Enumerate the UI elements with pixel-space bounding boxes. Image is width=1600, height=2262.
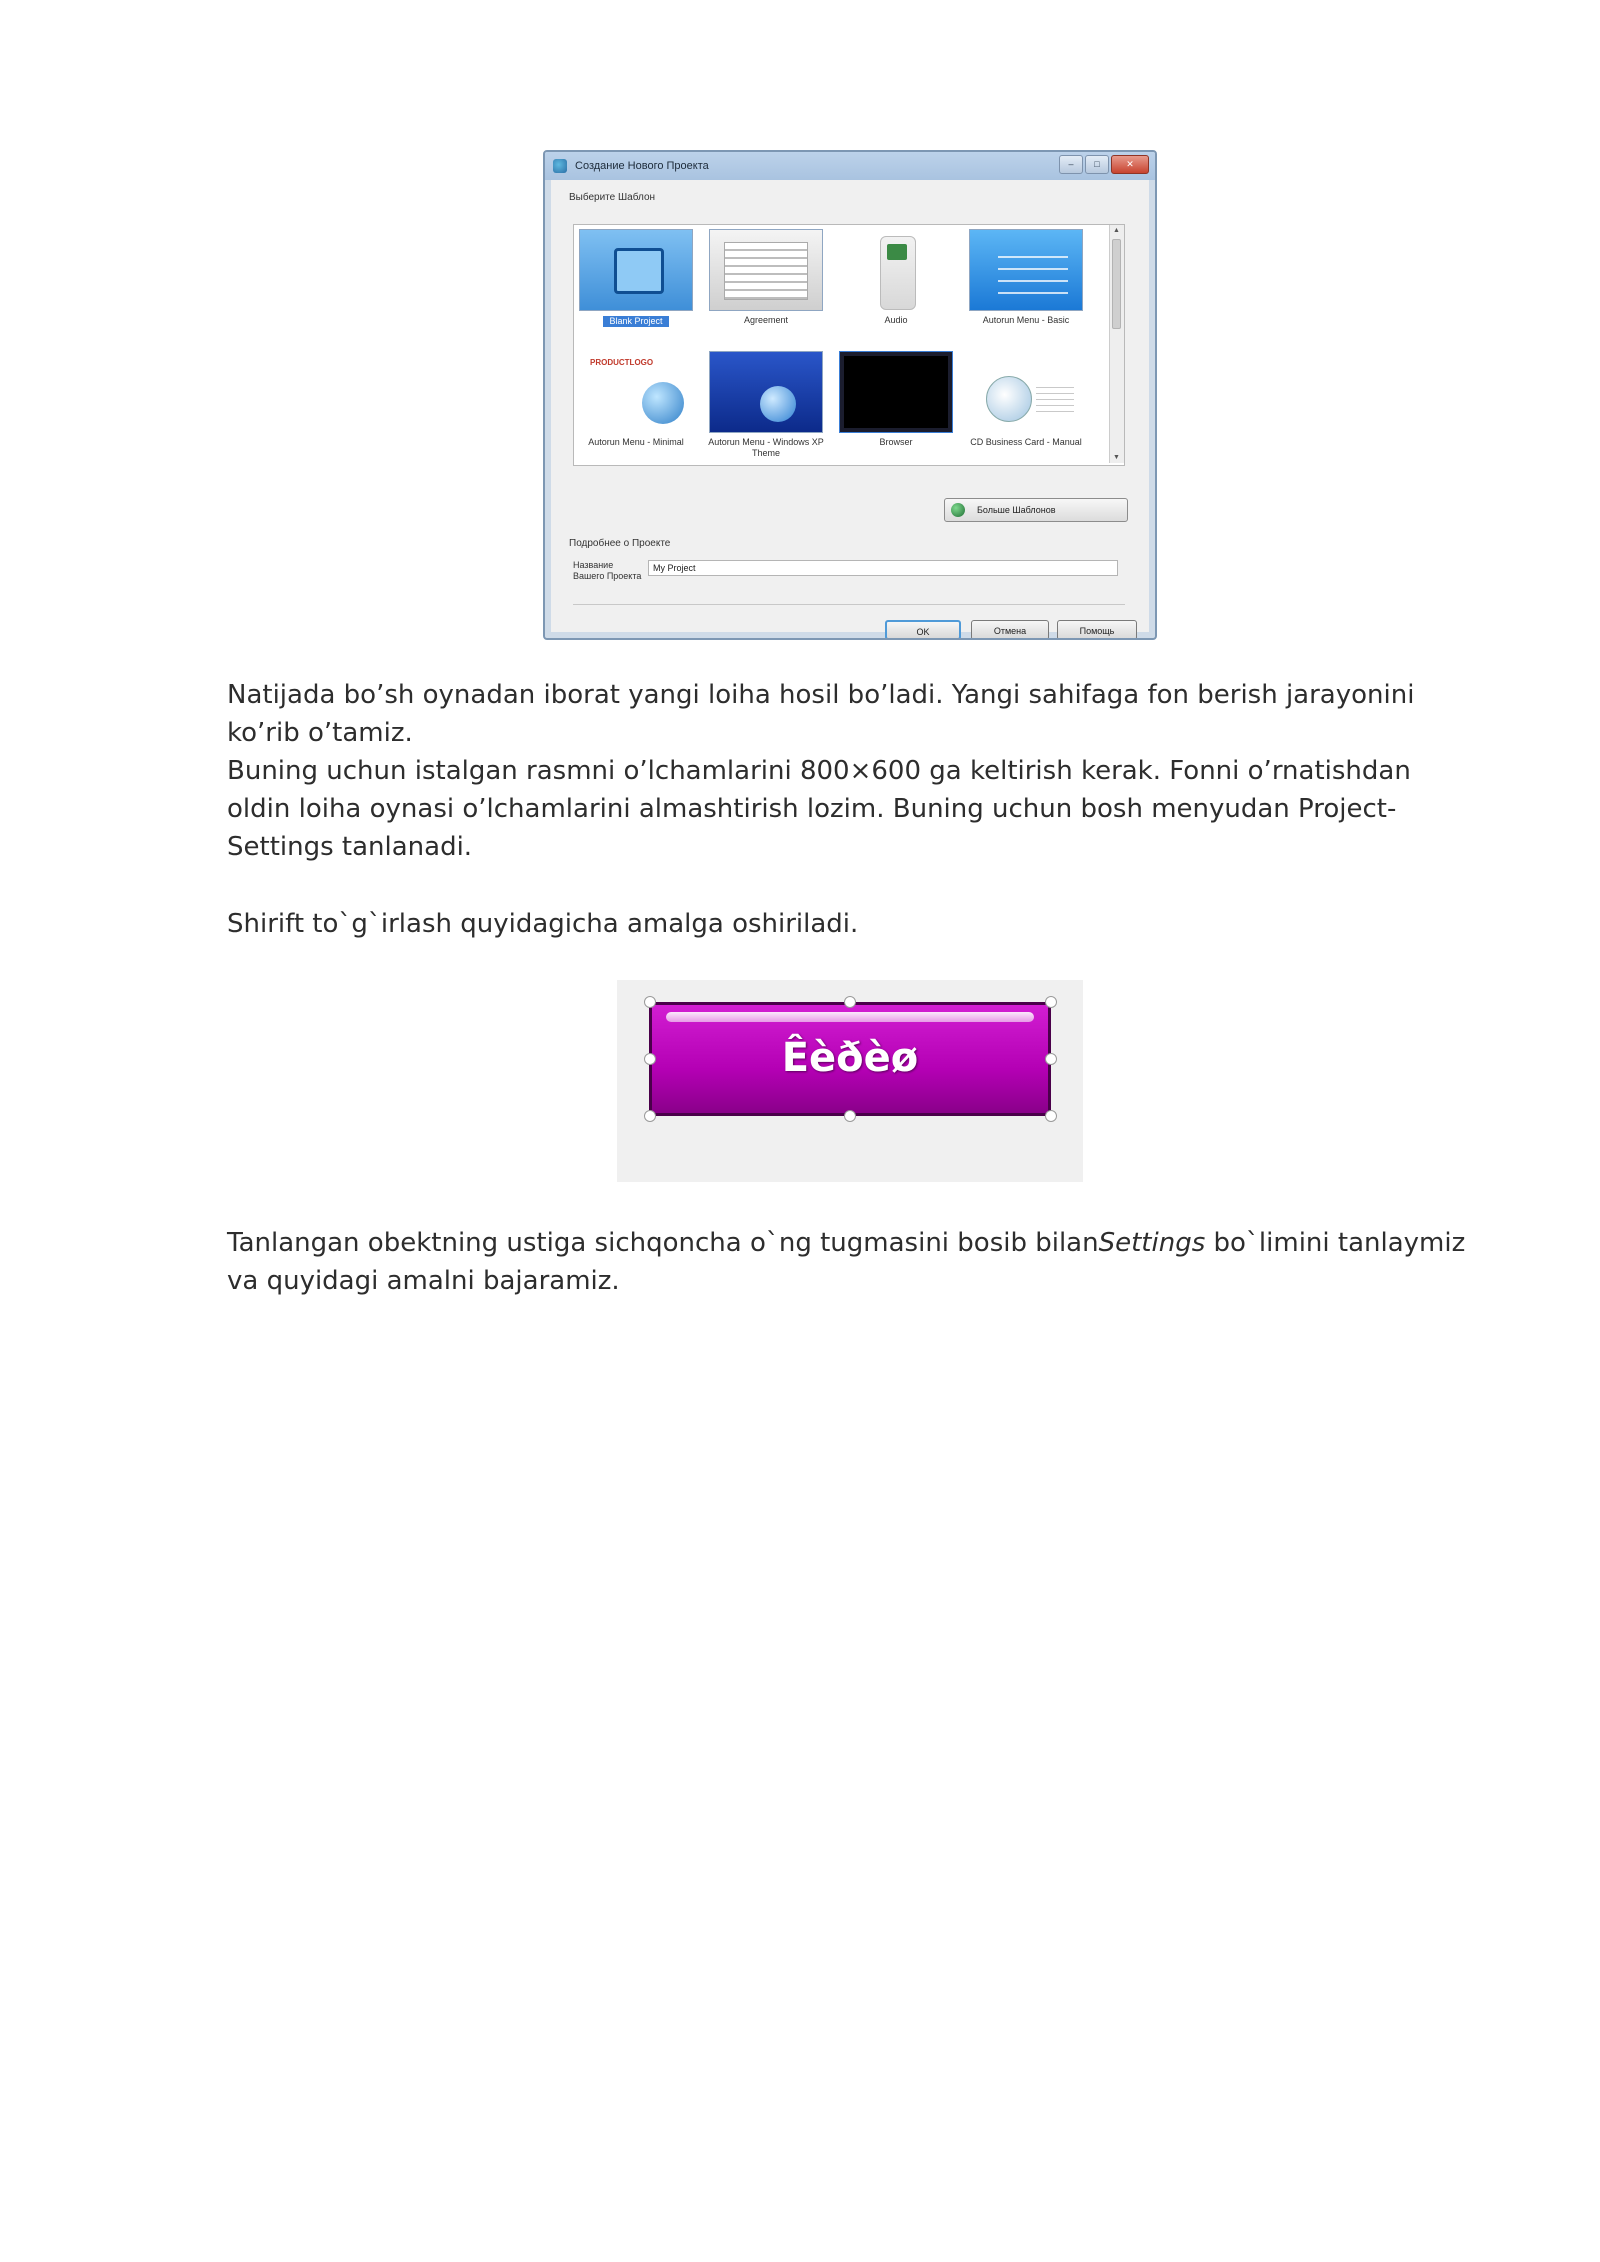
paragraph-settings [227,1224,1477,1300]
scroll-thumb[interactable] [1112,239,1121,329]
agreement-thumbnail [709,229,823,311]
template-label: Browser [879,437,913,447]
paragraph-intro [227,676,1477,866]
help-button[interactable]: Помощь [1057,620,1137,640]
project-details-label: Подробнее о Проекте [569,538,671,549]
resize-handle[interactable] [644,1053,656,1065]
autorun-xp-thumbnail [709,351,823,433]
minimize-icon[interactable]: – [1059,155,1083,174]
cd-business-card-thumbnail [969,351,1083,433]
settings-term: Settings [1098,1228,1206,1258]
dialog-body [551,180,1149,637]
project-name-label: Название Вашего Проекта [573,560,642,581]
new-project-dialog-screenshot [543,150,1157,640]
template-tile[interactable] [968,351,1084,448]
dialog-title: Создание Нового Проекта [575,160,709,172]
project-name-input[interactable]: My Project [648,560,1118,576]
paragraph-line: Natijada bo’sh oynadan iborat yangi loiha hosil bo’ladi. Yangi sahifaga fon berish jarayonini [227,680,1415,710]
paragraph-text: Tanlangan obektning ustiga sichqoncha o`ng tugmasini bosib bilan [227,1228,1099,1258]
paragraph-line: va quyidagi amalni bajaramiz. [227,1266,620,1296]
paragraph-line: Buning uchun istalgan rasmni o’lchamlarini 800×600 ga keltirish kerak. Fonni o’rnatishdan [227,756,1411,786]
template-label: CD Business Card - Manual [970,437,1082,447]
template-label: Autorun Menu - Minimal [588,437,684,447]
ok-button[interactable]: OK [885,620,961,640]
globe-icon [951,503,965,517]
maximize-icon[interactable]: □ [1085,155,1109,174]
template-tile[interactable] [578,229,694,329]
more-templates-label: Больше Шаблонов [977,505,1056,515]
resize-handle[interactable] [844,996,856,1008]
browser-thumbnail [839,351,953,433]
sample-button-caption: Êèðèø [781,1035,919,1081]
template-gallery [573,224,1125,466]
more-templates-button[interactable] [944,498,1128,522]
sample-magenta-button[interactable] [649,1002,1051,1116]
divider [573,604,1125,605]
paragraph-line: Settings tanlanadi. [227,832,473,862]
app-icon [553,159,567,173]
template-label: Autorun Menu - Windows XP Theme [708,437,824,458]
template-tile[interactable] [968,229,1084,326]
resize-handle[interactable] [1045,1110,1057,1122]
button-gloss [666,1012,1034,1022]
blank-project-thumbnail [579,229,693,311]
paragraph-line: ko’rib o’tamiz. [227,718,413,748]
template-label: Autorun Menu - Basic [982,315,1070,325]
window-controls [1059,155,1149,174]
resize-handle[interactable] [1045,1053,1057,1065]
template-tile[interactable] [708,229,824,326]
template-tile[interactable] [838,351,954,448]
button-example-figure [617,980,1083,1182]
scroll-up-icon[interactable]: ▲ [1113,227,1120,234]
template-label: Audio [884,315,908,325]
template-tile[interactable] [578,351,694,448]
close-icon[interactable]: ✕ [1111,155,1149,174]
template-label: Blank Project [603,316,668,327]
resize-handle[interactable] [1045,996,1057,1008]
resize-handle[interactable] [644,996,656,1008]
resize-handle[interactable] [844,1110,856,1122]
choose-template-label: Выберите Шаблон [569,192,656,203]
scroll-down-icon[interactable]: ▼ [1113,454,1120,461]
autorun-basic-thumbnail [969,229,1083,311]
template-tile[interactable] [838,229,954,326]
resize-handle[interactable] [644,1110,656,1122]
paragraph-font [227,905,1477,943]
project-name-row [573,560,1125,590]
gallery-scrollbar[interactable] [1109,225,1124,463]
dialog-titlebar [545,152,1155,180]
template-label: Agreement [743,315,789,325]
template-tile[interactable] [708,351,824,459]
paragraph-line: Shirift to`g`irlash quyidagicha amalga oshiriladi. [227,909,859,939]
cancel-button[interactable]: Отмена [971,620,1049,640]
autorun-minimal-thumbnail [579,351,693,433]
paragraph-line: oldin loiha oynasi o’lchamlarini almashtirish lozim. Buning uchun bosh menyudan Project- [227,794,1397,824]
audio-thumbnail [839,229,953,311]
paragraph-text: bo`limini tanlaymiz [1205,1228,1466,1258]
